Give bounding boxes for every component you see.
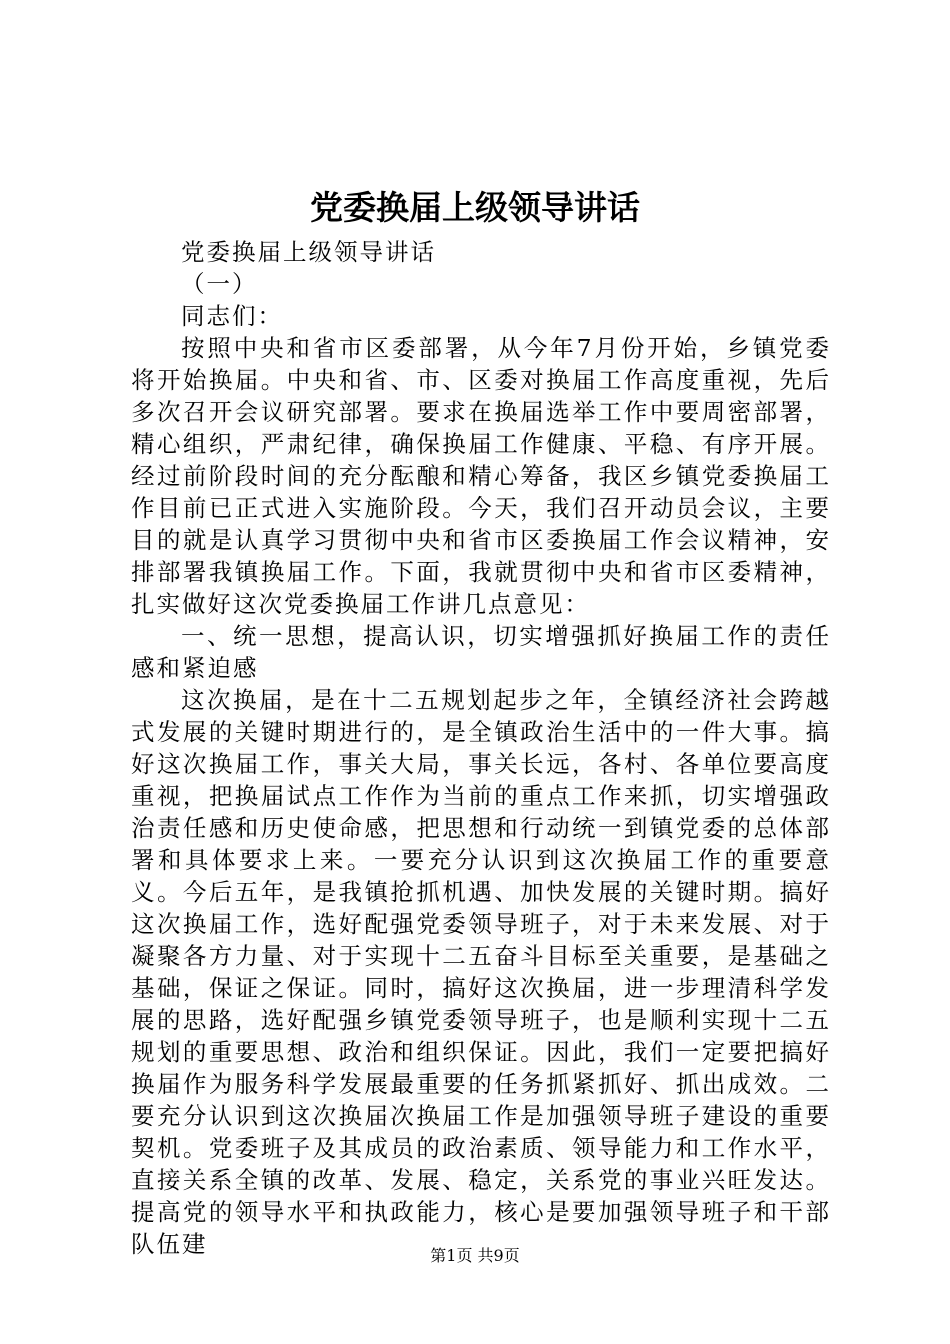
subtitle-paragraph: 党委换届上级领导讲话 [181, 238, 436, 266]
intro-paragraph: 按照中央和省市区委部署，从今年7月份开始，乡镇党委将开始换届。中央和省、市、区委对换届工作高度重视，先后多次召开会议研究部署。要求在换届选举工作中要周密部署，精心组织，严肃纪律，确保换届工作健康、平稳、有序开展。经过前阶段时间的充分酝酿和精心筹备，我区乡镇党委换届工作目前已正式进入实施阶段。今天，我们召开动员会议，主要目的就是认真学习贯彻中央和省市区委换届工作会议精神，安排部署我镇换届工作。下面，我就贯彻中央和省市区委精神，扎实做好这次党委换届工作讲几点意见： [131, 334, 831, 618]
section-heading-paragraph: 一、统一思想，提高认识，切实增强抓好换届工作的责任感和紧迫感 [131, 622, 831, 682]
salutation-paragraph: 同志们： [181, 302, 283, 330]
document-title: 党委换届上级领导讲话 [310, 188, 640, 227]
section-number-paragraph: （一） [181, 270, 258, 298]
document-body [131, 236, 831, 1260]
body-paragraph: 这次换届，是在十二五规划起步之年，全镇经济社会跨越式发展的关键时期进行的，是全镇政治生活中的一件大事。搞好这次换届工作，事关大局，事关长远，各村、各单位要高度重视，把换届试点工作作为当前的重点工作来抓，切实增强政治责任感和历史使命感，把思想和行动统一到镇党委的总体部署和具体要求上来。一要充分认识到这次换届工作的重要意义。今后五年，是我镇抢抓机遇、加快发展的关键时期。搞好这次换届工作，选好配强党委领导班子，对于未来发展、对于凝聚各方力量、对于实现十二五奋斗目标至关重要，是基础之基础，保证之保证。同时，搞好这次换届，进一步理清科学发展的思路，选好配强乡镇党委领导班子，也是顺利实现十二五规划的重要思想、政治和组织保证。因此，我们一定要把搞好换届作为服务科学发展最重要的任务抓紧抓好、抓出成效。二要充分认识到这次换届次换届工作是加强领导班子建设的重要契机。党委班子及其成员的政治素质、领导能力和工作水平，直接关系全镇的改革、发展、稳定，关系党的事业兴旺发达。提高党的领导水平和执政能力，核心是要加强领导班子和干部队伍建 [131, 686, 831, 1258]
page-number-footer: 第1页 共9页 [430, 1246, 520, 1265]
